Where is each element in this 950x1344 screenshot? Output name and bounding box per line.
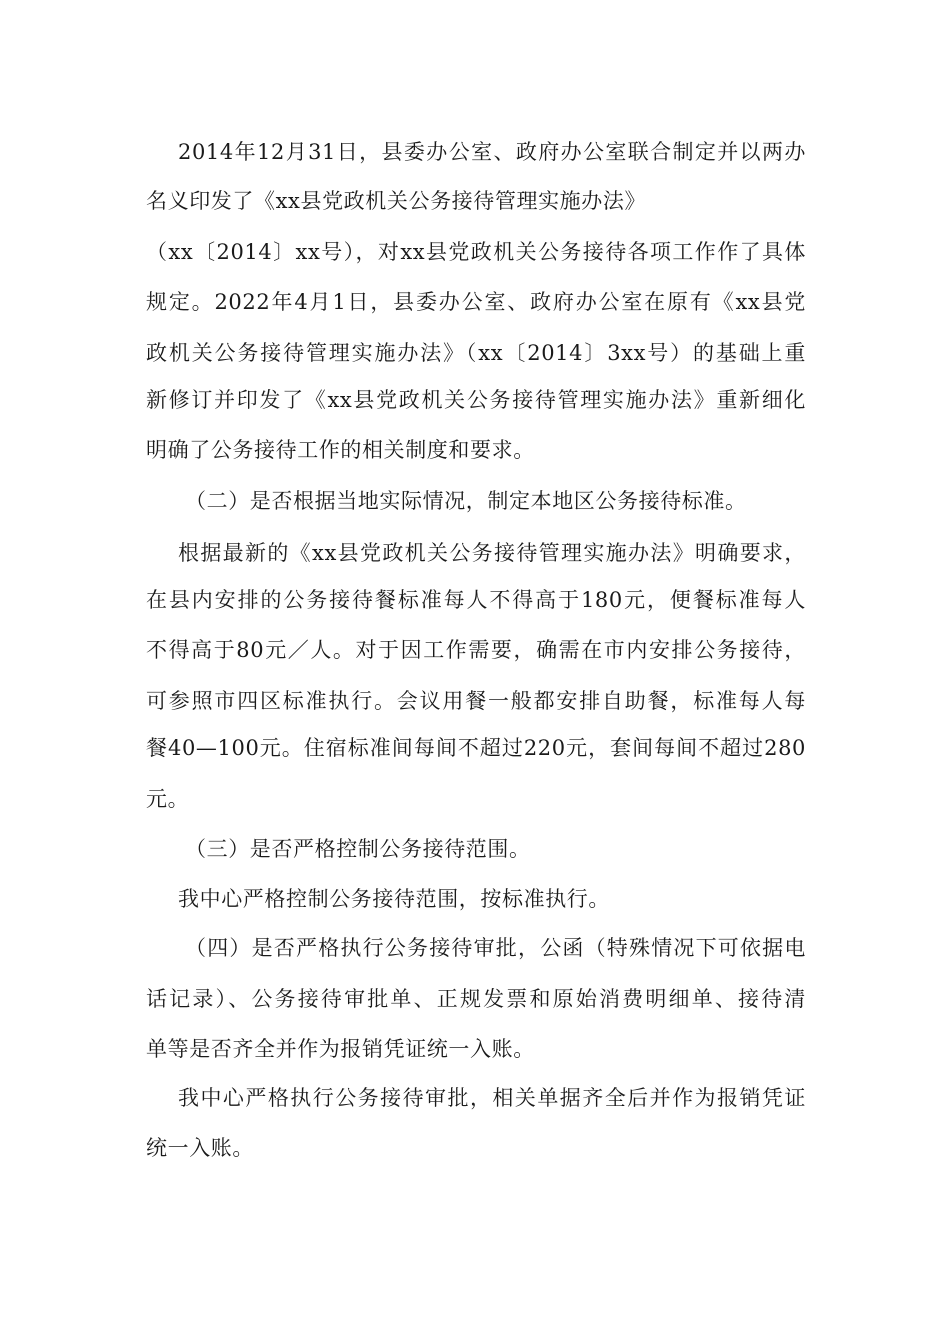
paragraph-1-line-7: 明确了公务接待工作的相关制度和要求。	[146, 438, 535, 462]
paragraph-1-line-6: 新修订并印发了《xx县党政机关公务接待管理实施办法》重新细化	[146, 388, 806, 412]
paragraph-3-line-1: 我中心严格控制公务接待范围，按标准执行。	[178, 887, 610, 911]
heading-2: （二）是否根据当地实际情况，制定本地区公务接待标准。	[185, 489, 747, 513]
heading-4-line-2: 话记录）、公务接待审批单、正规发票和原始消费明细单、接待清	[146, 987, 806, 1011]
heading-4-line-3: 单等是否齐全并作为报销凭证统一入账。	[146, 1037, 535, 1061]
paragraph-1-line-2: 名义印发了《xx县党政机关公务接待管理实施办法》	[146, 189, 647, 213]
paragraph-2-line-6: 元。	[146, 787, 190, 811]
paragraph-2-line-4: 可参照市四区标准执行。会议用餐一般都安排自助餐，标准每人每	[146, 689, 806, 713]
paragraph-2-line-3: 不得高于80元／人。对于因工作需要，确需在市内安排公务接待，	[146, 638, 806, 662]
heading-3: （三）是否严格控制公务接待范围。	[185, 837, 531, 861]
heading-4-line-1: （四）是否严格执行公务接待审批，公函（特殊情况下可依据电	[185, 936, 806, 960]
paragraph-1-line-4: 规定。2022年4月1日，县委办公室、政府办公室在原有《xx县党	[146, 290, 806, 314]
paragraph-4-line-1: 我中心严格执行公务接待审批，相关单据齐全后并作为报销凭证	[178, 1086, 806, 1110]
paragraph-2-line-1: 根据最新的《xx县党政机关公务接待管理实施办法》明确要求，	[178, 541, 806, 565]
paragraph-1-line-1: 2014年12月31日，县委办公室、政府办公室联合制定并以两办	[178, 140, 806, 164]
paragraph-2-line-5: 餐40—100元。住宿标准间每间不超过220元，套间每间不超过280	[146, 736, 806, 760]
paragraph-4-line-2: 统一入账。	[146, 1136, 254, 1160]
paragraph-2-line-2: 在县内安排的公务接待餐标准每人不得高于180元，便餐标准每人	[146, 588, 806, 612]
paragraph-1-line-3: （xx〔2014〕xx号），对xx县党政机关公务接待各项工作作了具体	[146, 240, 806, 264]
paragraph-1-line-5: 政机关公务接待管理实施办法》（xx〔2014〕3xx号）的基础上重	[146, 341, 806, 365]
